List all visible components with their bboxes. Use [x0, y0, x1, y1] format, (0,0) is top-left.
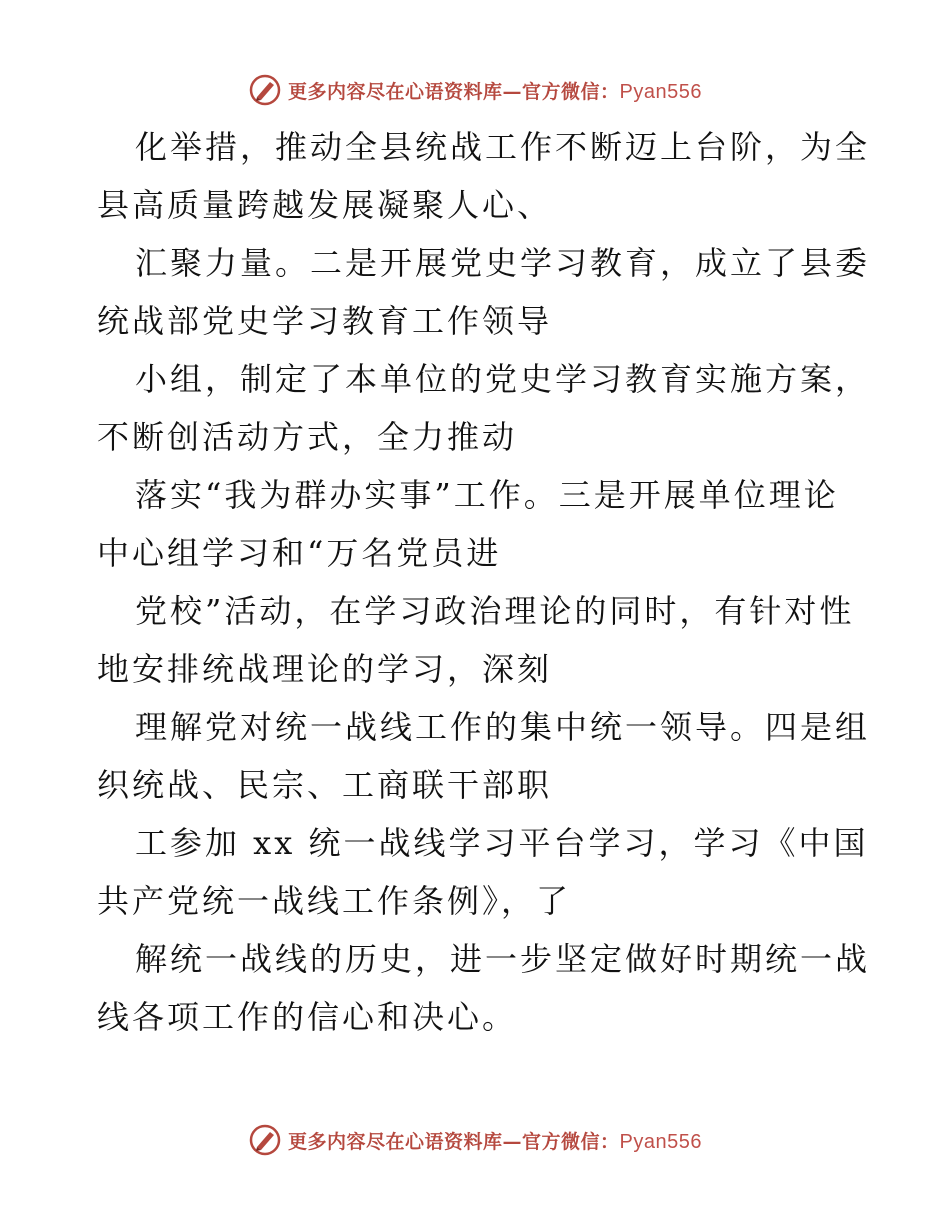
paragraph-line: 织统战、民宗、工商联干部职	[97, 766, 553, 804]
paragraph-line: 统战部党史学习教育工作领导	[97, 302, 553, 340]
paragraph-line: 线各项工作的信心和决心。	[97, 998, 518, 1036]
paragraph-line: 县高质量跨越发展凝聚人心、	[97, 186, 553, 224]
paragraph-line: 中心组学习和“万名党员进	[97, 534, 502, 572]
paragraph-line: 共产党统一战线工作条例》，了	[97, 882, 572, 920]
paragraph-line: 汇聚力量。二是开展党史学习教育，成立了县委	[135, 244, 871, 282]
document-body	[97, 118, 871, 1046]
paragraph-line: 党校”活动，在学习政治理论的同时，有针对性	[135, 592, 855, 630]
banner-text: 更多内容尽在心语资料库—官方微信：Pyan556	[288, 80, 702, 103]
wechat-id: Pyan556	[619, 80, 702, 103]
paragraph-line: 小组，制定了本单位的党史学习教育实施方案，	[135, 360, 871, 398]
paragraph-line: 不断创活动方式，全力推动	[97, 418, 518, 456]
banner-text: 更多内容尽在心语资料库—官方微信：Pyan556	[288, 1130, 702, 1153]
paragraph-line: 地安排统战理论的学习，深刻	[97, 650, 553, 688]
header-banner	[0, 70, 950, 110]
paragraph-line: 化举措，推动全县统战工作不断迈上台阶，为全	[135, 128, 871, 166]
paragraph-line: 解统一战线的历史，进一步坚定做好时期统一战	[135, 940, 871, 978]
paragraph-line: 工参加 xx 统一战线学习平台学习，学习《中国	[135, 824, 869, 862]
pen-logo-icon	[248, 73, 282, 107]
paragraph-line: 理解党对统一战线工作的集中统一领导。四是组	[135, 708, 871, 746]
pen-logo-icon	[248, 1123, 282, 1157]
paragraph-line: 落实“我为群办实事”工作。三是开展单位理论	[135, 476, 839, 514]
footer-banner	[0, 1120, 950, 1160]
wechat-id: Pyan556	[619, 1130, 702, 1153]
